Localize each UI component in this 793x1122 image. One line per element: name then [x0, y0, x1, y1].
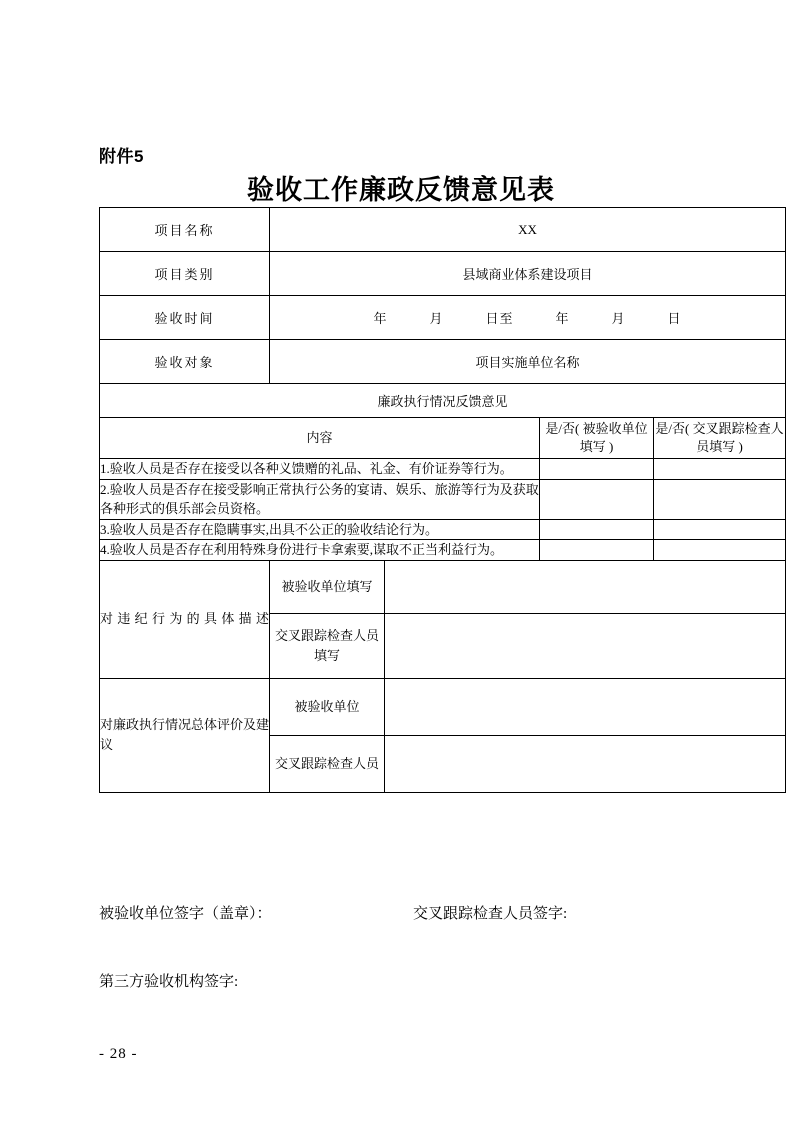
row-value-project-category[interactable]: 县域商业体系建设项目	[270, 252, 786, 296]
block2-sub-label-inspector: 交叉跟踪检查人员	[270, 735, 385, 792]
row-label-acceptance-date: 验收时间	[100, 296, 270, 340]
block-label-violation-description: 对违纪行为的具体描述	[100, 560, 270, 678]
item-text-3: 3.验收人员是否存在隐瞒事实,出具不公正的验收结论行为。	[100, 519, 540, 540]
item-1-inspector-answer[interactable]	[654, 459, 786, 480]
block2-sub-label-unit: 被验收单位	[270, 678, 385, 735]
table-row	[100, 208, 786, 252]
feedback-form-table	[99, 207, 786, 793]
block1-sub-label-inspector: 交叉跟踪检查人员填写	[270, 613, 385, 678]
table-row	[100, 252, 786, 296]
attachment-label: 附件5	[99, 147, 144, 166]
row-label-project-name: 项目名称	[100, 208, 270, 252]
block2-unit-input[interactable]	[385, 678, 786, 735]
block1-sub-label-unit: 被验收单位填写	[270, 560, 385, 613]
block-label-overall-evaluation: 对廉政执行情况总体评价及建议	[100, 678, 270, 792]
table-row	[100, 519, 786, 540]
row-value-project-name[interactable]: XX	[270, 208, 786, 252]
column-header-row	[100, 418, 786, 459]
table-row	[100, 459, 786, 480]
section-header-label: 廉政执行情况反馈意见	[100, 384, 786, 418]
block1-unit-input[interactable]	[385, 560, 786, 613]
row-label-project-category: 项目类别	[100, 252, 270, 296]
table-row	[100, 479, 786, 519]
table-row	[100, 296, 786, 340]
item-3-inspector-answer[interactable]	[654, 519, 786, 540]
row-value-acceptance-date[interactable]: 年 月 日至 年 月 日	[270, 296, 786, 340]
table-row	[100, 540, 786, 561]
item-4-inspector-answer[interactable]	[654, 540, 786, 561]
table-row	[100, 340, 786, 384]
table-row	[100, 560, 786, 613]
block1-inspector-input[interactable]	[385, 613, 786, 678]
row-label-acceptance-object: 验收对象	[100, 340, 270, 384]
column-header-inspector-fill: 是/否( 交叉跟踪检查人员填写 )	[654, 418, 786, 459]
item-text-2: 2.验收人员是否存在接受影响正常执行公务的宴请、娱乐、旅游等行为及获取各种形式的俱乐部会员资格。	[100, 479, 540, 519]
item-4-unit-answer[interactable]	[540, 540, 654, 561]
item-3-unit-answer[interactable]	[540, 519, 654, 540]
signature-third-party-label: 第三方验收机构签字:	[99, 974, 239, 990]
page-title: 验收工作廉政反馈意见表	[247, 175, 555, 205]
item-2-unit-answer[interactable]	[540, 479, 654, 519]
item-1-unit-answer[interactable]	[540, 459, 654, 480]
page-number: - 28 -	[99, 1046, 138, 1062]
row-value-acceptance-object[interactable]: 项目实施单位名称	[270, 340, 786, 384]
column-header-content: 内容	[100, 418, 540, 459]
item-text-1: 1.验收人员是否存在接受以各种义馈赠的礼品、礼金、有价证券等行为。	[100, 459, 540, 480]
column-header-unit-fill: 是/否( 被验收单位填写 )	[540, 418, 654, 459]
item-text-4: 4.验收人员是否存在利用特殊身份进行卡拿索要,谋取不正当利益行为。	[100, 540, 540, 561]
item-2-inspector-answer[interactable]	[654, 479, 786, 519]
signature-unit-label: 被验收单位签字（盖章）：	[99, 906, 272, 922]
section-header-row	[100, 384, 786, 418]
signature-inspector-label: 交叉跟踪检查人员签字:	[413, 906, 568, 922]
block2-inspector-input[interactable]	[385, 735, 786, 792]
table-row	[100, 678, 786, 735]
